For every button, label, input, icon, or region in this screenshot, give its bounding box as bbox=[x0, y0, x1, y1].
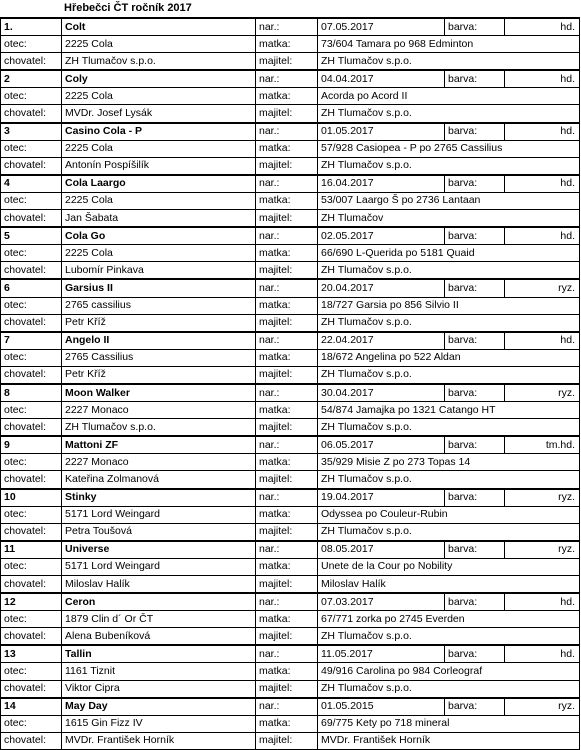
table-row bbox=[1, 53, 580, 71]
sire-value: 2225 Cola bbox=[62, 36, 256, 53]
birth-date: 22.04.2017 bbox=[318, 332, 445, 350]
horse-name: Moon Walker bbox=[62, 384, 256, 402]
table-row bbox=[1, 210, 580, 228]
breeder-value: Miloslav Halík bbox=[62, 576, 256, 594]
dam-value: 73/604 Tamara po 968 Edminton bbox=[318, 36, 580, 53]
born-label: nar.: bbox=[256, 70, 318, 88]
color-label: barva: bbox=[445, 227, 505, 245]
table-row bbox=[1, 279, 580, 297]
sire-value: 1879 Clin d´ Or ČT bbox=[62, 611, 256, 628]
horse-name: Cola Laargo bbox=[62, 175, 256, 193]
breeder-label: chovatel: bbox=[1, 210, 62, 228]
owner-value: ZH Tlumačov s.p.o. bbox=[318, 366, 580, 384]
table-row bbox=[1, 732, 580, 749]
coat-color: hd. bbox=[505, 123, 580, 141]
horse-name: Tallin bbox=[62, 645, 256, 663]
table-row bbox=[1, 645, 580, 663]
owner-label: majitel: bbox=[256, 105, 318, 123]
sire-value: 2227 Monaco bbox=[62, 402, 256, 419]
color-label: barva: bbox=[445, 698, 505, 716]
sire-label: otec: bbox=[1, 88, 62, 105]
horse-number: 6 bbox=[1, 279, 62, 297]
table-row bbox=[1, 18, 580, 36]
sire-value: 5171 Lord Weingard bbox=[62, 558, 256, 575]
horse-number: 11 bbox=[1, 541, 62, 559]
birth-date: 04.04.2017 bbox=[318, 70, 445, 88]
table-row bbox=[1, 36, 580, 53]
birth-date: 07.03.2017 bbox=[318, 593, 445, 611]
owner-value: ZH Tlumačov s.p.o. bbox=[318, 157, 580, 175]
owner-value: ZH Tlumačov bbox=[318, 210, 580, 228]
dam-value: Acorda po Acord II bbox=[318, 88, 580, 105]
birth-date: 02.05.2017 bbox=[318, 227, 445, 245]
born-label: nar.: bbox=[256, 384, 318, 402]
breeder-label: chovatel: bbox=[1, 732, 62, 749]
dam-label: matka: bbox=[256, 245, 318, 262]
coat-color: hd. bbox=[505, 70, 580, 88]
breeder-label: chovatel: bbox=[1, 523, 62, 541]
owner-label: majitel: bbox=[256, 732, 318, 749]
horse-name: Angelo II bbox=[62, 332, 256, 350]
birth-date: 07.05.2017 bbox=[318, 18, 445, 36]
table-row bbox=[1, 192, 580, 209]
sheet-title: Hřebečci ČT ročník 2017 bbox=[64, 2, 192, 14]
horse-number: 7 bbox=[1, 332, 62, 350]
breeder-value: ZH Tlumačov s.p.o. bbox=[62, 419, 256, 437]
breeder-label: chovatel: bbox=[1, 419, 62, 437]
sire-label: otec: bbox=[1, 245, 62, 262]
coat-color: ryz. bbox=[505, 489, 580, 507]
breeder-value: Lubomír Pinkava bbox=[62, 262, 256, 280]
dam-value: Odyssea po Couleur-Rubin bbox=[318, 506, 580, 523]
dam-label: matka: bbox=[256, 297, 318, 314]
breeder-label: chovatel: bbox=[1, 314, 62, 332]
born-label: nar.: bbox=[256, 332, 318, 350]
owner-value: ZH Tlumačov s.p.o. bbox=[318, 680, 580, 698]
horse-number: 10 bbox=[1, 489, 62, 507]
breeder-value: MVDr. Josef Lysák bbox=[62, 105, 256, 123]
horse-number: 1. bbox=[1, 18, 62, 36]
breeder-value: ZH Tlumačov s.p.o. bbox=[62, 53, 256, 71]
table-row bbox=[1, 436, 580, 454]
table-row bbox=[1, 402, 580, 419]
sire-label: otec: bbox=[1, 402, 62, 419]
sire-value: 5171 Lord Weingard bbox=[62, 506, 256, 523]
sire-label: otec: bbox=[1, 349, 62, 366]
horse-name: Garsius II bbox=[62, 279, 256, 297]
birth-date: 11.05.2017 bbox=[318, 645, 445, 663]
horse-name: May Day bbox=[62, 698, 256, 716]
dam-value: 49/916 Carolina po 984 Corleograf bbox=[318, 663, 580, 680]
owner-value: MVDr. František Horník bbox=[318, 732, 580, 749]
born-label: nar.: bbox=[256, 227, 318, 245]
table-row bbox=[1, 88, 580, 105]
sire-value: 2225 Cola bbox=[62, 140, 256, 157]
table-row bbox=[1, 576, 580, 594]
horse-name: Cola Go bbox=[62, 227, 256, 245]
table-row bbox=[1, 628, 580, 646]
dam-label: matka: bbox=[256, 611, 318, 628]
breeder-label: chovatel: bbox=[1, 628, 62, 646]
table-row bbox=[1, 715, 580, 732]
dam-value: Unete de la Cour po Nobility bbox=[318, 558, 580, 575]
table-row bbox=[1, 384, 580, 402]
table-row bbox=[1, 558, 580, 575]
owner-value: ZH Tlumačov s.p.o. bbox=[318, 523, 580, 541]
owner-label: majitel: bbox=[256, 53, 318, 71]
sire-value: 2765 Cassilius bbox=[62, 349, 256, 366]
owner-label: majitel: bbox=[256, 471, 318, 489]
owner-value: ZH Tlumačov s.p.o. bbox=[318, 105, 580, 123]
table-row bbox=[1, 541, 580, 559]
dam-label: matka: bbox=[256, 36, 318, 53]
horse-number: 14 bbox=[1, 698, 62, 716]
color-label: barva: bbox=[445, 384, 505, 402]
owner-label: majitel: bbox=[256, 210, 318, 228]
table-row bbox=[1, 663, 580, 680]
horse-name: Universe bbox=[62, 541, 256, 559]
table-body bbox=[1, 18, 580, 749]
owner-label: majitel: bbox=[256, 628, 318, 646]
horse-number: 3 bbox=[1, 123, 62, 141]
color-label: barva: bbox=[445, 123, 505, 141]
breeder-value: Antonín Pospíšilík bbox=[62, 157, 256, 175]
owner-label: majitel: bbox=[256, 576, 318, 594]
horse-name: Stinky bbox=[62, 489, 256, 507]
table-row bbox=[1, 366, 580, 384]
birth-date: 01.05.2017 bbox=[318, 123, 445, 141]
owner-value: ZH Tlumačov s.p.o. bbox=[318, 419, 580, 437]
table-row bbox=[1, 245, 580, 262]
dam-label: matka: bbox=[256, 140, 318, 157]
sire-value: 2227 Monaco bbox=[62, 454, 256, 471]
sire-label: otec: bbox=[1, 506, 62, 523]
sire-label: otec: bbox=[1, 715, 62, 732]
color-label: barva: bbox=[445, 541, 505, 559]
born-label: nar.: bbox=[256, 279, 318, 297]
breeder-label: chovatel: bbox=[1, 262, 62, 280]
dam-label: matka: bbox=[256, 506, 318, 523]
breeder-label: chovatel: bbox=[1, 576, 62, 594]
horse-number: 12 bbox=[1, 593, 62, 611]
born-label: nar.: bbox=[256, 123, 318, 141]
color-label: barva: bbox=[445, 18, 505, 36]
coat-color: ryz. bbox=[505, 279, 580, 297]
owner-label: majitel: bbox=[256, 523, 318, 541]
color-label: barva: bbox=[445, 70, 505, 88]
dam-label: matka: bbox=[256, 192, 318, 209]
birth-date: 06.05.2017 bbox=[318, 436, 445, 454]
horse-name: Casino Cola - P bbox=[62, 123, 256, 141]
owner-value: ZH Tlumačov s.p.o. bbox=[318, 53, 580, 71]
sire-value: 1161 Tiznit bbox=[62, 663, 256, 680]
breeder-label: chovatel: bbox=[1, 471, 62, 489]
horse-name: Mattoni ZF bbox=[62, 436, 256, 454]
breeder-value: Jan Šabata bbox=[62, 210, 256, 228]
breeder-label: chovatel: bbox=[1, 105, 62, 123]
born-label: nar.: bbox=[256, 18, 318, 36]
horse-number: 8 bbox=[1, 384, 62, 402]
sire-label: otec: bbox=[1, 611, 62, 628]
horse-name: Coly bbox=[62, 70, 256, 88]
breeder-value: Kateřina Zolmanová bbox=[62, 471, 256, 489]
dam-label: matka: bbox=[256, 454, 318, 471]
sire-label: otec: bbox=[1, 192, 62, 209]
dam-value: 18/727 Garsia po 856 Silvio II bbox=[318, 297, 580, 314]
table-row bbox=[1, 506, 580, 523]
table-row bbox=[1, 454, 580, 471]
owner-label: majitel: bbox=[256, 419, 318, 437]
owner-value: Miloslav Halík bbox=[318, 576, 580, 594]
sire-value: 2225 Cola bbox=[62, 88, 256, 105]
table-row bbox=[1, 105, 580, 123]
dam-value: 66/690 L-Querida po 5181 Quaid bbox=[318, 245, 580, 262]
sire-label: otec: bbox=[1, 558, 62, 575]
coat-color: hd. bbox=[505, 227, 580, 245]
born-label: nar.: bbox=[256, 541, 318, 559]
table-row bbox=[1, 175, 580, 193]
dam-label: matka: bbox=[256, 663, 318, 680]
sire-label: otec: bbox=[1, 36, 62, 53]
color-label: barva: bbox=[445, 436, 505, 454]
coat-color: hd. bbox=[505, 175, 580, 193]
owner-label: majitel: bbox=[256, 680, 318, 698]
table-row bbox=[1, 489, 580, 507]
owner-label: majitel: bbox=[256, 262, 318, 280]
breeder-value: MVDr. František Horník bbox=[62, 732, 256, 749]
born-label: nar.: bbox=[256, 593, 318, 611]
table-row bbox=[1, 70, 580, 88]
owner-value: ZH Tlumačov s.p.o. bbox=[318, 471, 580, 489]
dam-label: matka: bbox=[256, 402, 318, 419]
table-row bbox=[1, 698, 580, 716]
table-row bbox=[1, 123, 580, 141]
title-row bbox=[0, 0, 581, 17]
sire-value: 2225 Cola bbox=[62, 245, 256, 262]
horse-number: 13 bbox=[1, 645, 62, 663]
horse-name: Colt bbox=[62, 18, 256, 36]
coat-color: ryz. bbox=[505, 384, 580, 402]
birth-date: 20.04.2017 bbox=[318, 279, 445, 297]
table-row bbox=[1, 611, 580, 628]
dam-value: 18/672 Angelina po 522 Aldan bbox=[318, 349, 580, 366]
dam-value: 57/928 Casiopea - P po 2765 Cassilius bbox=[318, 140, 580, 157]
table-row bbox=[1, 140, 580, 157]
dam-value: 67/771 zorka po 2745 Everden bbox=[318, 611, 580, 628]
stallion-table bbox=[0, 17, 580, 750]
dam-value: 35/929 Misie Z po 273 Topas 14 bbox=[318, 454, 580, 471]
table-row bbox=[1, 157, 580, 175]
color-label: barva: bbox=[445, 332, 505, 350]
born-label: nar.: bbox=[256, 645, 318, 663]
breeder-label: chovatel: bbox=[1, 680, 62, 698]
breeder-value: Alena Bubeníková bbox=[62, 628, 256, 646]
table-row bbox=[1, 227, 580, 245]
horse-number: 2 bbox=[1, 70, 62, 88]
coat-color: hd. bbox=[505, 593, 580, 611]
color-label: barva: bbox=[445, 175, 505, 193]
table-row bbox=[1, 523, 580, 541]
birth-date: 30.04.2017 bbox=[318, 384, 445, 402]
sire-value: 2765 cassilius bbox=[62, 297, 256, 314]
table-row bbox=[1, 419, 580, 437]
owner-label: majitel: bbox=[256, 366, 318, 384]
birth-date: 08.05.2017 bbox=[318, 541, 445, 559]
table-row bbox=[1, 680, 580, 698]
owner-label: majitel: bbox=[256, 314, 318, 332]
table-row bbox=[1, 297, 580, 314]
table-row bbox=[1, 593, 580, 611]
color-label: barva: bbox=[445, 645, 505, 663]
breeder-value: Viktor Cipra bbox=[62, 680, 256, 698]
dam-value: 54/874 Jamajka po 1321 Catango HT bbox=[318, 402, 580, 419]
sire-value: 2225 Cola bbox=[62, 192, 256, 209]
coat-color: hd. bbox=[505, 332, 580, 350]
born-label: nar.: bbox=[256, 175, 318, 193]
breeder-label: chovatel: bbox=[1, 366, 62, 384]
breeder-value: Petr Kříž bbox=[62, 314, 256, 332]
dam-value: 53/007 Laargo Š po 2736 Lantaan bbox=[318, 192, 580, 209]
born-label: nar.: bbox=[256, 489, 318, 507]
dam-label: matka: bbox=[256, 88, 318, 105]
sire-label: otec: bbox=[1, 140, 62, 157]
birth-date: 16.04.2017 bbox=[318, 175, 445, 193]
color-label: barva: bbox=[445, 593, 505, 611]
born-label: nar.: bbox=[256, 698, 318, 716]
horse-number: 4 bbox=[1, 175, 62, 193]
color-label: barva: bbox=[445, 279, 505, 297]
birth-date: 19.04.2017 bbox=[318, 489, 445, 507]
horse-number: 5 bbox=[1, 227, 62, 245]
table-row bbox=[1, 332, 580, 350]
table-row bbox=[1, 349, 580, 366]
birth-date: 01.05.2015 bbox=[318, 698, 445, 716]
breeder-value: Petra Toušová bbox=[62, 523, 256, 541]
dam-label: matka: bbox=[256, 715, 318, 732]
dam-value: 69/775 Kety po 718 mineral bbox=[318, 715, 580, 732]
color-label: barva: bbox=[445, 489, 505, 507]
sire-label: otec: bbox=[1, 663, 62, 680]
dam-label: matka: bbox=[256, 558, 318, 575]
table-row bbox=[1, 314, 580, 332]
sire-label: otec: bbox=[1, 454, 62, 471]
owner-value: ZH Tlumačov s.p.o. bbox=[318, 628, 580, 646]
owner-value: ZH Tlumačov s.p.o. bbox=[318, 262, 580, 280]
table-row bbox=[1, 262, 580, 280]
dam-label: matka: bbox=[256, 349, 318, 366]
breeder-label: chovatel: bbox=[1, 53, 62, 71]
sire-value: 1615 Gin Fizz IV bbox=[62, 715, 256, 732]
born-label: nar.: bbox=[256, 436, 318, 454]
coat-color: hd. bbox=[505, 645, 580, 663]
coat-color: hd. bbox=[505, 18, 580, 36]
horse-number: 9 bbox=[1, 436, 62, 454]
coat-color: ryz. bbox=[505, 698, 580, 716]
table-row bbox=[1, 471, 580, 489]
horse-name: Ceron bbox=[62, 593, 256, 611]
coat-color: ryz. bbox=[505, 541, 580, 559]
owner-label: majitel: bbox=[256, 157, 318, 175]
breeder-label: chovatel: bbox=[1, 157, 62, 175]
owner-value: ZH Tlumačov s.p.o. bbox=[318, 314, 580, 332]
sire-label: otec: bbox=[1, 297, 62, 314]
breeder-value: Petr Kříž bbox=[62, 366, 256, 384]
coat-color: tm.hd. bbox=[505, 436, 580, 454]
